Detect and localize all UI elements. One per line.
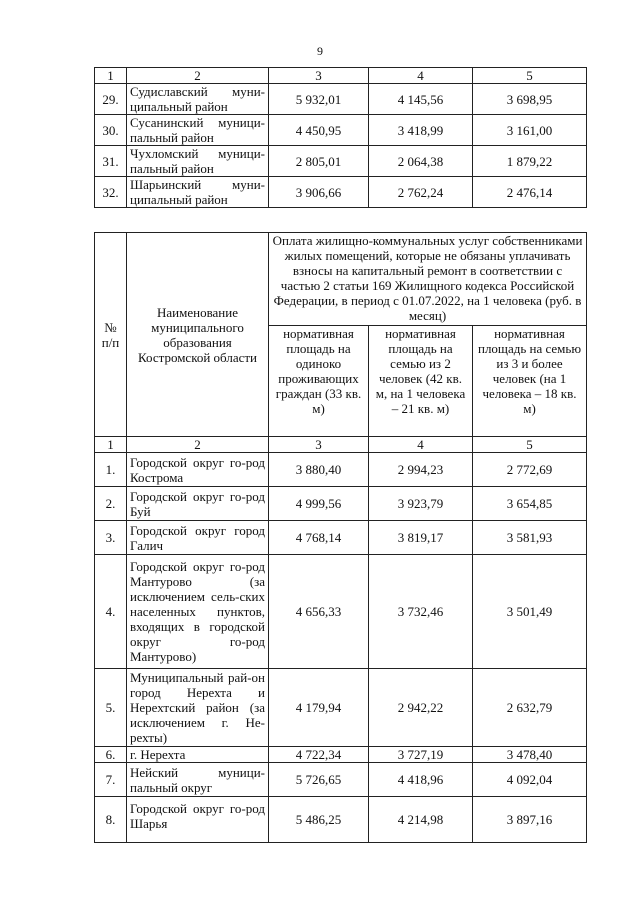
table-row (95, 747, 587, 763)
municipality-name: Городской округ го-род Кострома (127, 453, 269, 487)
municipality-name: Нейский муници-пальный округ (127, 763, 269, 797)
row-number: 5. (95, 669, 127, 747)
page-number: 9 (317, 44, 323, 58)
col-num: 1 (95, 437, 127, 453)
value-two-person: 2 942,22 (369, 669, 473, 747)
value-two-person: 4 145,56 (369, 84, 473, 115)
row-number: 8. (95, 797, 127, 843)
col-num: 1 (95, 68, 127, 84)
municipality-name: Чухломский муници-пальный район (127, 146, 269, 177)
table-row (95, 453, 587, 487)
municipality-name: Городской округ го-род Мантурово (за исключением сель-ских населенных пунктов, входящих в городской округ го-род Мантурово) (127, 555, 269, 669)
value-two-person: 2 994,23 (369, 453, 473, 487)
value-two-person: 3 727,19 (369, 747, 473, 763)
value-two-person: 3 923,79 (369, 487, 473, 521)
value-two-person: 3 819,17 (369, 521, 473, 555)
value-single: 3 906,66 (269, 177, 369, 208)
value-two-person: 3 732,46 (369, 555, 473, 669)
value-three-plus: 3 897,16 (473, 797, 587, 843)
table-row (95, 146, 587, 177)
col-num: 2 (127, 68, 269, 84)
header-group-title: Оплата жилищно-коммунальных услуг собственниками жилых помещений, которые не обязаны уплачивать взносы на капитальный ремонт в соответствии с частью 2 статьи 169 Жилищного кодекса Российской Федерации, в период с 01.07.2022, на 1 человека (руб. в месяц) (269, 233, 587, 326)
municipality-name: Городской округ го-род Шарья (127, 797, 269, 843)
subheader-single: нормативная площадь на одиноко проживающих граждан (33 кв. м) (269, 326, 369, 437)
value-single: 4 999,56 (269, 487, 369, 521)
value-single: 5 726,65 (269, 763, 369, 797)
value-two-person: 3 418,99 (369, 115, 473, 146)
row-number: 1. (95, 453, 127, 487)
value-single: 5 486,25 (269, 797, 369, 843)
value-single: 4 656,33 (269, 555, 369, 669)
row-number: 7. (95, 763, 127, 797)
row-number: 29. (95, 84, 127, 115)
payment-table (94, 232, 587, 843)
header-number-col: № п/п (95, 233, 127, 437)
municipality-name: Шарьинский муни-ципальный район (127, 177, 269, 208)
row-number: 4. (95, 555, 127, 669)
municipality-name: Судиславский муни-ципальный район (127, 84, 269, 115)
value-three-plus: 3 501,49 (473, 555, 587, 669)
col-num: 4 (369, 68, 473, 84)
value-single: 2 805,01 (269, 146, 369, 177)
table-row (95, 84, 587, 115)
municipality-name: Городской округ город Галич (127, 521, 269, 555)
table-row (95, 669, 587, 747)
row-number: 32. (95, 177, 127, 208)
table-row (95, 177, 587, 208)
value-single: 4 768,14 (269, 521, 369, 555)
municipality-name: г. Нерехта (127, 747, 269, 763)
value-three-plus: 3 698,95 (473, 84, 587, 115)
value-single: 5 932,01 (269, 84, 369, 115)
col-num: 3 (269, 437, 369, 453)
row-number: 30. (95, 115, 127, 146)
value-single: 4 450,95 (269, 115, 369, 146)
value-two-person: 4 418,96 (369, 763, 473, 797)
table-row (95, 521, 587, 555)
row-number: 31. (95, 146, 127, 177)
value-three-plus: 1 879,22 (473, 146, 587, 177)
municipality-name: Муниципальный рай-он город Нерехта и Нерехтский район (за исключением г. Не-рехты) (127, 669, 269, 747)
col-num: 5 (473, 437, 587, 453)
col-num: 3 (269, 68, 369, 84)
header-row (95, 233, 587, 326)
value-three-plus: 2 476,14 (473, 177, 587, 208)
column-number-row (95, 68, 587, 84)
value-two-person: 2 064,38 (369, 146, 473, 177)
table-row (95, 555, 587, 669)
table-row (95, 487, 587, 521)
subheader-two-person: нормативная площадь на семью из 2 человек (42 кв. м, на 1 человека – 21 кв. м) (369, 326, 473, 437)
value-single: 4 179,94 (269, 669, 369, 747)
col-num: 5 (473, 68, 587, 84)
table-row (95, 763, 587, 797)
col-num: 2 (127, 437, 269, 453)
value-two-person: 2 762,24 (369, 177, 473, 208)
value-three-plus: 3 654,85 (473, 487, 587, 521)
table-row (95, 115, 587, 146)
value-single: 4 722,34 (269, 747, 369, 763)
municipality-name: Городской округ го-род Буй (127, 487, 269, 521)
table-row (95, 797, 587, 843)
value-three-plus: 3 161,00 (473, 115, 587, 146)
col-num: 4 (369, 437, 473, 453)
municipality-name: Сусанинский муници-пальный район (127, 115, 269, 146)
row-number: 6. (95, 747, 127, 763)
value-single: 3 880,40 (269, 453, 369, 487)
value-three-plus: 2 632,79 (473, 669, 587, 747)
table-continuation (94, 67, 587, 208)
subheader-three-plus: нормативная площадь на семью из 3 и более человек (на 1 человека – 18 кв. м) (473, 326, 587, 437)
header-name-col: Наименование муниципального образования Костромской области (127, 233, 269, 437)
value-two-person: 4 214,98 (369, 797, 473, 843)
column-number-row (95, 437, 587, 453)
value-three-plus: 4 092,04 (473, 763, 587, 797)
row-number: 3. (95, 521, 127, 555)
value-three-plus: 3 478,40 (473, 747, 587, 763)
row-number: 2. (95, 487, 127, 521)
value-three-plus: 3 581,93 (473, 521, 587, 555)
value-three-plus: 2 772,69 (473, 453, 587, 487)
